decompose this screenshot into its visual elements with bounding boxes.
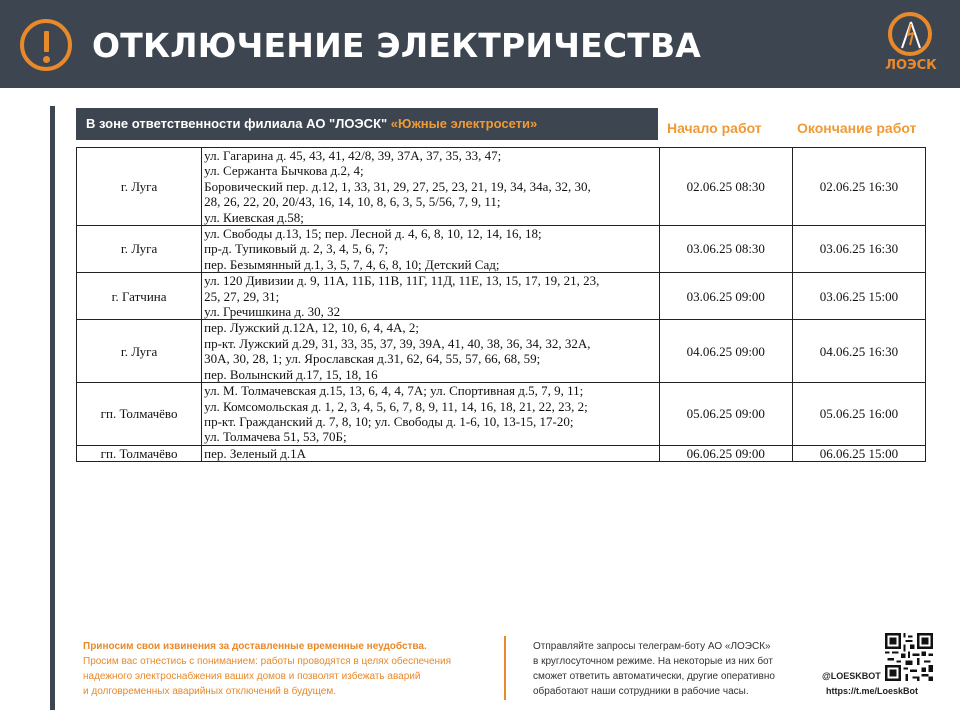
end-time-cell: 04.06.25 16:30 bbox=[792, 320, 925, 383]
header-bar bbox=[0, 0, 960, 88]
outage-schedule-table bbox=[76, 147, 926, 462]
zone-banner bbox=[76, 108, 658, 140]
zone-label: В зоне ответственности филиала АО "ЛОЭСК" bbox=[86, 116, 391, 131]
zone-branch: «Южные электросети» bbox=[390, 116, 538, 131]
address-line: ул. Толмачева 51, 53, 70Б; bbox=[204, 429, 347, 445]
end-time-cell: 03.06.25 15:00 bbox=[792, 273, 925, 320]
page-title: ОТКЛЮЧЕНИЕ ЭЛЕКТРИЧЕСТВА bbox=[92, 26, 702, 65]
column-header-end: Окончание работ bbox=[797, 120, 917, 136]
city-cell: г. Гатчина bbox=[77, 273, 202, 320]
apology-heading: Приносим свои извинения за доставленные временные неудобства. bbox=[83, 641, 427, 652]
end-time-cell: 05.06.25 16:00 bbox=[792, 383, 925, 446]
apology-line: и долговременных аварийных отключений в будущем. bbox=[83, 686, 336, 697]
end-time-cell: 06.06.25 15:00 bbox=[792, 445, 925, 461]
bot-info-line: обработают наши сотрудники в рабочие часы. bbox=[533, 686, 749, 697]
table-row bbox=[77, 148, 926, 226]
warning-icon bbox=[20, 19, 72, 71]
footer-divider bbox=[504, 636, 506, 700]
address-line: ул. М. Толмачевская д.15, 13, 6, 4, 4, 7А; ул. Спортивная д.5, 7, 9, 11; bbox=[204, 383, 584, 399]
loesk-logo bbox=[882, 12, 942, 78]
bot-info-line: сможет ответить автоматически, другие оперативно bbox=[533, 671, 775, 682]
apology-line: надежного электроснабжения ваших домов и позволят избежать аварий bbox=[83, 671, 421, 682]
bot-info-line: в круглосуточном режиме. На некоторые из них бот bbox=[533, 656, 773, 667]
city-cell: гп. Толмачёво bbox=[77, 445, 202, 461]
address-line: пр-д. Тупиковый д. 2, 3, 4, 5, 6, 7; bbox=[204, 241, 389, 257]
address-line: 25, 27, 29, 31; bbox=[204, 288, 280, 304]
address-cell bbox=[202, 148, 660, 226]
bot-info-line: Отправляйте запросы телеграм-боту АО «ЛОЭСК» bbox=[533, 641, 771, 652]
address-line: ул. 120 Дивизии д. 9, 11А, 11Б, 11В, 11Г, 11Д, 11Е, 13, 15, 17, 19, 21, 23, bbox=[204, 273, 600, 289]
start-time-cell: 03.06.25 08:30 bbox=[659, 226, 792, 273]
address-cell bbox=[202, 226, 660, 273]
address-line: ул. Комсомольская д. 1, 2, 3, 4, 5, 6, 7, 8, 9, 11, 14, 16, 18, 21, 22, 23, 2; bbox=[204, 398, 588, 414]
address-cell bbox=[202, 445, 660, 461]
address-cell bbox=[202, 320, 660, 383]
left-divider bbox=[50, 106, 55, 710]
address-line: ул. Гречишкина д. 30, 32 bbox=[204, 304, 341, 320]
address-line: Боровический пер. д.12, 1, 33, 31, 29, 27, 25, 23, 21, 19, 34, 34а, 32, 30, bbox=[204, 178, 591, 194]
city-cell: г. Луга bbox=[77, 226, 202, 273]
address-cell bbox=[202, 273, 660, 320]
start-time-cell: 03.06.25 09:00 bbox=[659, 273, 792, 320]
table-row bbox=[77, 383, 926, 446]
table-row bbox=[77, 320, 926, 383]
table-row bbox=[77, 226, 926, 273]
start-time-cell: 06.06.25 09:00 bbox=[659, 445, 792, 461]
lightning-icon bbox=[888, 12, 932, 56]
address-line: 30А, 30, 28, 1; ул. Ярославская д.31, 62, 64, 55, 57, 66, 68, 59; bbox=[204, 351, 541, 367]
telegram-bot-handle[interactable]: @LOESKBOT bbox=[822, 671, 881, 681]
city-cell: гп. Толмачёво bbox=[77, 383, 202, 446]
address-line: пр-кт. Лужский д.29, 31, 33, 35, 37, 39, 39А, 41, 40, 38, 36, 34, 32, 32А, bbox=[204, 335, 591, 351]
table-row bbox=[77, 445, 926, 461]
address-line: пер. Зеленый д.1А bbox=[204, 445, 307, 461]
address-line: пер. Лужский д.12А, 12, 10, 6, 4, 4А, 2; bbox=[204, 320, 419, 336]
end-time-cell: 02.06.25 16:30 bbox=[792, 148, 925, 226]
address-line: пер. Безымянный д.1, 3, 5, 7, 4, 6, 8, 10; Детский Сад; bbox=[204, 256, 500, 272]
start-time-cell: 05.06.25 09:00 bbox=[659, 383, 792, 446]
address-line: ул. Киевская д.58; bbox=[204, 209, 304, 225]
apology-line: Просим вас отнестись с пониманием: работы проводятся в целях обеспечения bbox=[83, 656, 452, 667]
end-time-cell: 03.06.25 16:30 bbox=[792, 226, 925, 273]
address-line: ул. Гагарина д. 45, 43, 41, 42/8, 39, 37А, 37, 35, 33, 47; bbox=[204, 148, 502, 163]
address-line: пер. Волынский д.17, 15, 18, 16 bbox=[204, 366, 378, 382]
start-time-cell: 02.06.25 08:30 bbox=[659, 148, 792, 226]
city-cell: г. Луга bbox=[77, 320, 202, 383]
address-line: ул. Свободы д.13, 15; пер. Лесной д. 4, 6, 8, 10, 12, 14, 16, 18; bbox=[204, 226, 542, 242]
telegram-bot-link[interactable]: https://t.me/LoeskBot bbox=[826, 686, 919, 696]
address-line: 28, 26, 22, 20, 20/43, 16, 14, 10, 8, 6, 3, 5, 5/56, 7, 9, 11; bbox=[204, 194, 501, 210]
address-line: пр-кт. Гражданский д. 7, 8, 10; ул. Свободы д. 1-6, 10, 13-15, 17-20; bbox=[204, 413, 574, 429]
logo-text: ЛОЭСК bbox=[885, 58, 937, 73]
city-cell: г. Луга bbox=[77, 148, 202, 226]
start-time-cell: 04.06.25 09:00 bbox=[659, 320, 792, 383]
column-header-start: Начало работ bbox=[667, 120, 762, 136]
qr-code-icon[interactable] bbox=[885, 633, 933, 681]
address-cell bbox=[202, 383, 660, 446]
address-line: ул. Сержанта Бычкова д.2, 4; bbox=[204, 163, 364, 179]
table-row bbox=[77, 273, 926, 320]
